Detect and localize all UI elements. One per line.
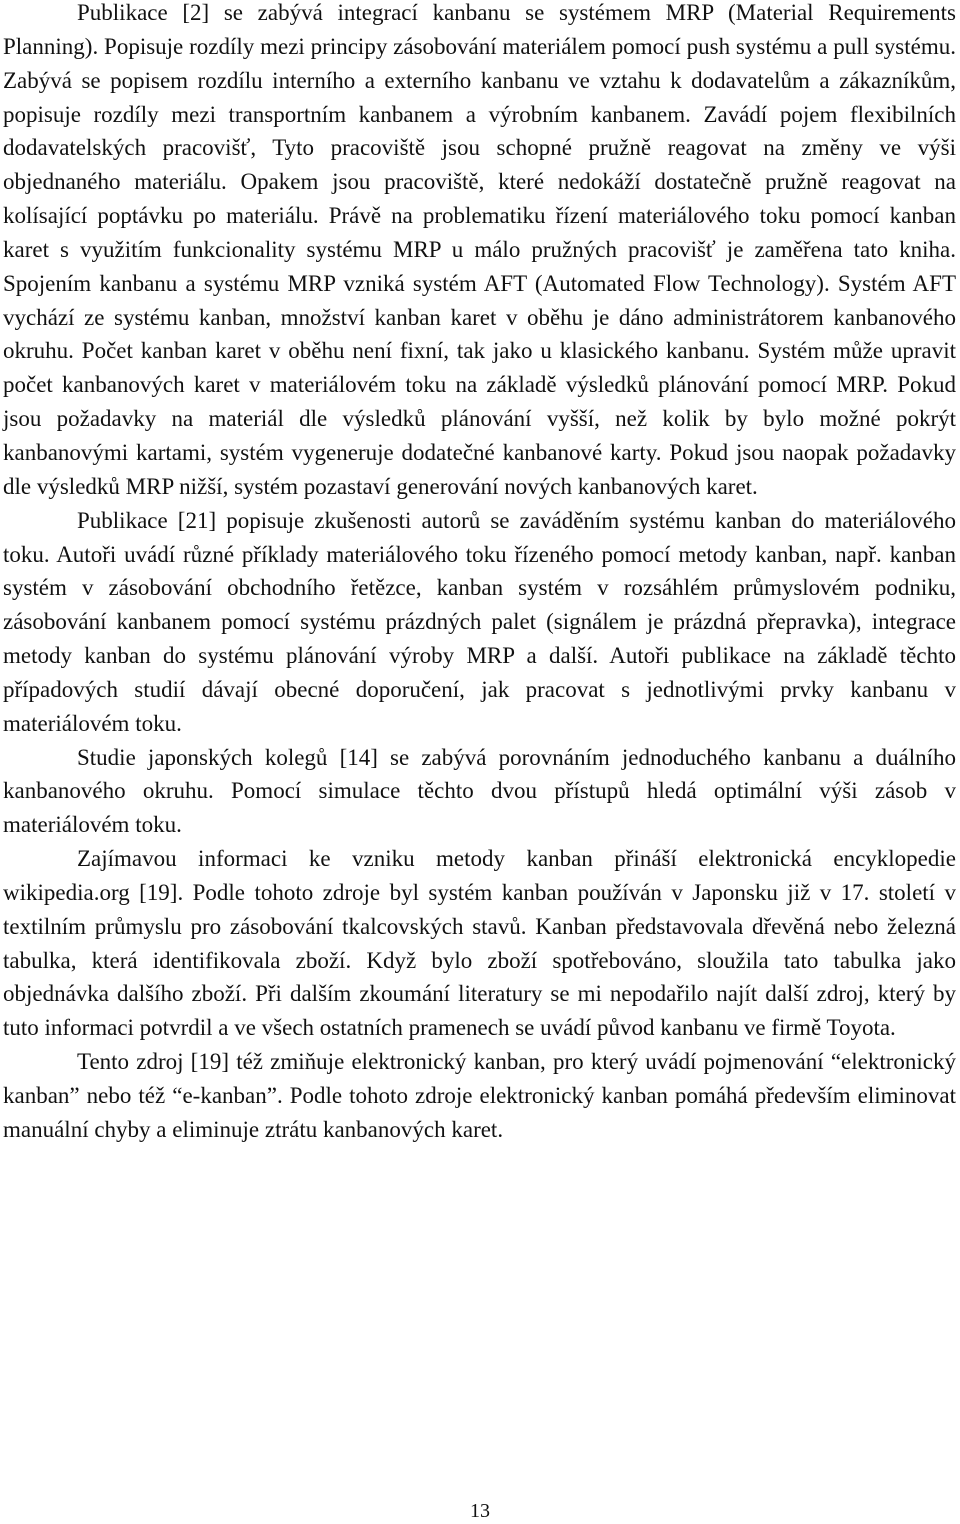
paragraph-japanese-study: Studie japonských kolegů [14] se zabývá porovnáním jednoduchého kanbanu a duálního kanbanového okruhu. Pomocí simulace těchto dvou přístupů hledá optimální výši zásob v materiálovém toku.	[3, 744, 956, 838]
paragraph-electronic-kanban: Tento zdroj [19] též zmiňuje elektronický kanban, pro který uvádí pojmenování “elektronický kanban” nebo též “e-kanban”. Podle tohoto zdroje elektronický kanban pomáhá především eliminovat manuální chyby a eliminuje ztrátu kanbanových karet.	[3, 1049, 956, 1142]
paragraph-kanban-origin: Zajímavou informaci ke vzniku metody kanban přináší elektronická encyklopedie wikipedia.org [19]. Podle tohoto zdroje byl systém kanban používán v Japonsku již v 17. století v textilním průmyslu pro zásobování tkalcovských stavů. Kanban představovala dřevěná nebo železná tabulka, která identifikovala zboží. Když bylo zboží spotřebováno, sloužila tato tabulka jako objednávka dalšího zboží. Při dalším zkoumání literatury se mi nepodařilo najít další zdroj, který by tuto informaci potvrdil a ve všech ostatních pramenech se uvádí původ kanbanu ve firmě Toyota.	[3, 846, 956, 1041]
paragraph-mrp-integration: Publikace [2] se zabývá integrací kanbanu se systémem MRP (Material Requirements Planning). Popisuje rozdíly mezi principy zásobování materiálem pomocí push systému a pull systému. Zabývá se popisem rozdílu interního a externího kanbanu ve vztahu k dodavatelům a zákazníkům, popisuje rozdíly mezi transportním kanbanem a výrobním kanbanem. Zavádí pojem flexibilních dodavatelských pracovišť, Tyto pracoviště jsou schopné pružně reagovat na změny ve výši objednaného materiálu. Opakem jsou pracoviště, které nedokáží dostatečně pružně reagovat na kolísající poptávku po materiálu. Právě na problematiku řízení materiálového toku pomocí kanban karet s využitím funkcionality systému MRP u málo pružných pracovišť je zaměřena tato kniha. Spojením kanbanu a systému MRP vzniká systém AFT (Automated Flow Technology). Systém AFT vychází ze systému kanban, množství kanban karet v oběhu je dáno administrátorem kanbanového okruhu. Počet kanban karet v oběhu není fixní, tak jako u klasického kanbanu. Systém může upravit počet kanbanových karet v materiálovém toku na základě výsledků plánování pomocí MRP. Pokud jsou požadavky na materiál dle výsledků plánování vyšší, než kolik by bylo možné pokrýt kanbanovými kartami, systém vygeneruje dodatečné kanbanové karty. Pokud jsou naopak požadavky dle výsledků MRP nižší, systém pozastaví generování nových kanbanových karet.	[3, 0, 956, 499]
paragraph-author-experience: Publikace [21] popisuje zkušenosti autorů se zaváděním systému kanban do materiálového toku. Autoři uvádí různé příklady materiálového toku řízeného pomocí metody kanban, např. kanban systém v zásobování obchodního řetězce, kanban systém v rozsáhlém průmyslovém podniku, zásobování kanbanem pomocí systému prázdných palet (signálem je prázdná přepravka), integrace metody kanban do systému plánování výroby MRP a další. Autoři publikace na základě těchto případových studií dávají obecné doporučení, jak pracovat s jednotlivými prvky kanbanu v materiálovém toku.	[3, 507, 956, 736]
page-number: 13	[470, 1500, 490, 1522]
document-page	[3, 0, 956, 1147]
